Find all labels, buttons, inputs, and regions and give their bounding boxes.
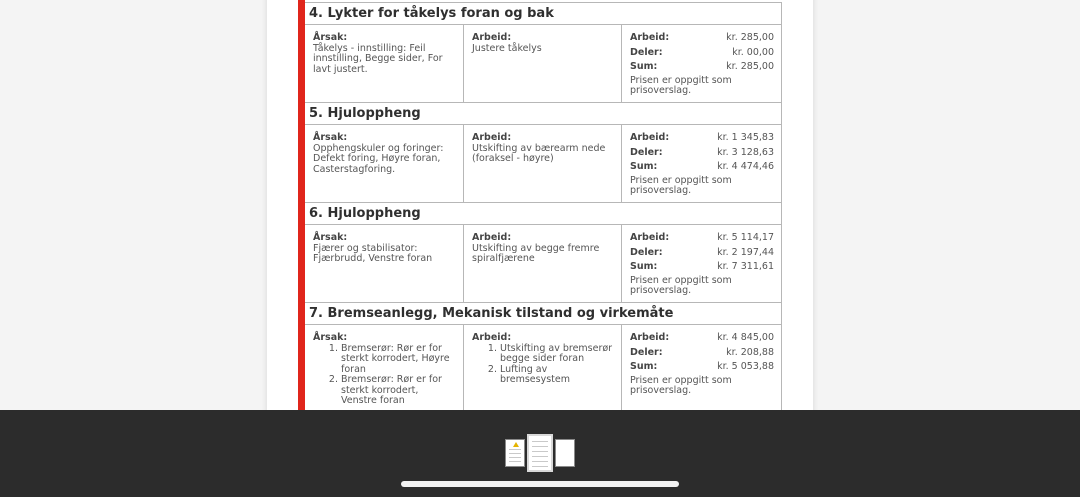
- cause-label: Årsak:: [313, 232, 348, 243]
- price-sum-row: [630, 160, 774, 175]
- work-column: [463, 25, 621, 102]
- price-sum-row: [630, 60, 774, 75]
- thumbnail-line: [509, 453, 521, 454]
- thumbnail-line: [532, 451, 548, 452]
- work-column: [463, 225, 621, 302]
- work-label: Arbeid:: [472, 132, 512, 143]
- price-parts-value: kr. 2 197,44: [717, 246, 774, 258]
- accent-bar: [298, 0, 305, 410]
- document-page: [267, 0, 813, 410]
- home-indicator[interactable]: [401, 481, 679, 487]
- price-note: Prisen er oppgitt som prisoverslag.: [630, 174, 732, 196]
- work-text: Utskifting av bærearm nede (foraksel - høyre): [472, 142, 606, 164]
- cause-column: [305, 125, 463, 202]
- section-title: 6. Hjuloppheng: [305, 202, 781, 225]
- repair-sections: [305, 2, 782, 410]
- price-parts-label: Deler:: [630, 46, 663, 58]
- price-work-row: [630, 31, 774, 46]
- cause-column: [305, 325, 463, 410]
- section-title: 5. Hjuloppheng: [305, 102, 781, 125]
- price-parts-label: Deler:: [630, 146, 663, 158]
- work-text: Justere tåkelys: [472, 42, 542, 54]
- price-parts-row: [630, 346, 774, 361]
- section-row: [305, 325, 781, 410]
- price-column: [621, 325, 781, 410]
- price-sum-row: [630, 360, 774, 375]
- cause-label: Årsak:: [313, 32, 348, 43]
- price-note: Prisen er oppgitt som prisoverslag.: [630, 374, 732, 396]
- page-thumbnail-bar: [0, 410, 1080, 497]
- price-work-value: kr. 1 345,83: [717, 132, 774, 143]
- price-work-value: kr. 4 845,00: [717, 332, 774, 343]
- price-sum-value: kr. 285,00: [726, 61, 774, 72]
- section-7: [305, 302, 781, 410]
- work-list: [472, 344, 614, 386]
- thumbnail-line: [532, 466, 548, 467]
- cause-label: Årsak:: [313, 132, 348, 143]
- price-work-label: Arbeid:: [630, 232, 670, 243]
- price-sum-label: Sum:: [630, 361, 658, 372]
- price-note: Prisen er oppgitt som prisoverslag.: [630, 74, 732, 96]
- section-row: [305, 25, 781, 102]
- cause-column: [305, 25, 463, 102]
- price-parts-label: Deler:: [630, 246, 663, 258]
- cause-text: Opphengskuler og foringer: Defekt foring, Høyre foran, Casterstagforing.: [313, 142, 444, 175]
- price-work-label: Arbeid:: [630, 32, 670, 43]
- price-column: [621, 125, 781, 202]
- price-work-label: Arbeid:: [630, 132, 670, 143]
- price-sum-value: kr. 5 053,88: [717, 361, 774, 372]
- warning-icon: [513, 442, 519, 447]
- work-column: [463, 125, 621, 202]
- price-parts-value: kr. 00,00: [732, 46, 774, 58]
- price-sum-value: kr. 7 311,61: [717, 261, 774, 272]
- price-work-row: [630, 331, 774, 346]
- cause-column: [305, 225, 463, 302]
- list-item: 1. Bremserør: Rør er for sterkt korrodert, Høyre foran: [341, 344, 456, 376]
- page-thumbnail-2-selected[interactable]: [527, 434, 553, 472]
- section-row: [305, 225, 781, 302]
- list-item: 2. Lufting av bremsesystem: [500, 365, 614, 386]
- list-item: 1. Utskifting av bremserør begge sider foran: [500, 344, 614, 365]
- page-thumbnail-1[interactable]: [505, 439, 525, 467]
- price-parts-value: kr. 3 128,63: [717, 146, 774, 158]
- price-parts-row: [630, 46, 774, 61]
- thumbnail-line: [532, 441, 548, 442]
- price-column: [621, 225, 781, 302]
- page-thumbnail-3[interactable]: [555, 439, 575, 467]
- cause-text: Fjærer og stabilisator: Fjærbrudd, Venstre foran: [313, 242, 433, 264]
- price-work-value: kr. 285,00: [726, 32, 774, 43]
- thumbnail-line: [509, 457, 521, 458]
- cause-text: Tåkelys - innstilling: Feil innstilling, Begge sider, For lavt justert.: [313, 42, 443, 75]
- section-title: 7. Bremseanlegg, Mekanisk tilstand og virkemåte: [305, 302, 781, 325]
- thumbnail-line: [509, 449, 521, 450]
- price-sum-label: Sum:: [630, 61, 658, 72]
- work-label: Arbeid:: [472, 32, 512, 43]
- cause-label: Årsak:: [313, 332, 348, 343]
- thumbnail-line: [532, 456, 548, 457]
- price-parts-row: [630, 246, 774, 261]
- section-title: 4. Lykter for tåkelys foran og bak: [305, 2, 781, 25]
- price-sum-value: kr. 4 474,46: [717, 161, 774, 172]
- cause-list: [313, 344, 456, 407]
- work-text: Utskifting av begge fremre spiralfjærene: [472, 242, 600, 264]
- price-column: [621, 25, 781, 102]
- work-column: [463, 325, 621, 410]
- price-work-row: [630, 231, 774, 246]
- price-work-row: [630, 131, 774, 146]
- price-sum-row: [630, 260, 774, 275]
- section-4: [305, 2, 781, 102]
- price-sum-label: Sum:: [630, 261, 658, 272]
- price-note: Prisen er oppgitt som prisoverslag.: [630, 274, 732, 296]
- thumbnail-line: [509, 461, 521, 462]
- price-parts-label: Deler:: [630, 346, 663, 358]
- thumbnail-line: [532, 446, 548, 447]
- price-work-label: Arbeid:: [630, 332, 670, 343]
- section-5: [305, 102, 781, 202]
- price-parts-row: [630, 146, 774, 161]
- price-work-value: kr. 5 114,17: [717, 232, 774, 243]
- section-row: [305, 125, 781, 202]
- thumbnail-line: [532, 461, 548, 462]
- work-label: Arbeid:: [472, 232, 512, 243]
- section-6: [305, 202, 781, 302]
- price-parts-value: kr. 208,88: [726, 346, 774, 358]
- price-sum-label: Sum:: [630, 161, 658, 172]
- list-item: 2. Bremserør: Rør er for sterkt korrodert, Venstre foran: [341, 375, 456, 407]
- work-label: Arbeid:: [472, 332, 512, 343]
